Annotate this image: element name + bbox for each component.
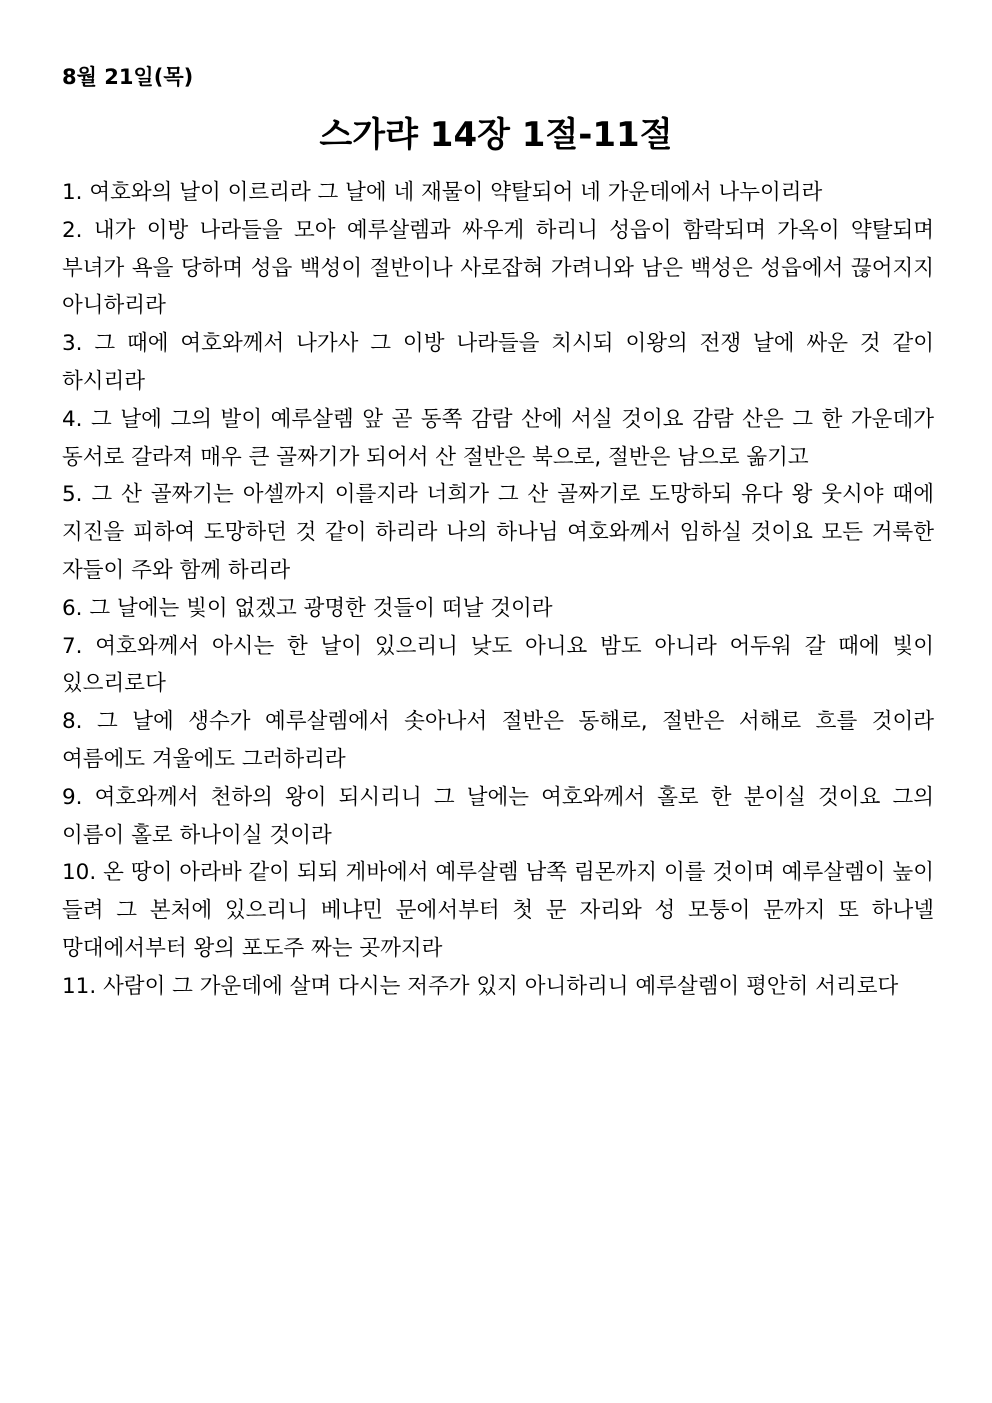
verse-6: 6. 그 날에는 빛이 없겠고 광명한 것들이 떠날 것이라 (62, 595, 553, 621)
verse-7: 7. 여호와께서 아시는 한 날이 있으리니 낮도 아니요 밤도 아니라 어두워 갈 때에 빛이 있으리로다 (62, 633, 934, 697)
verse-5: 5. 그 산 골짜기는 아셀까지 이를지라 너희가 그 산 골짜기로 도망하되 유다 왕 웃시야 때에 지진을 피하여 도망하던 것 같이 하리라 나의 하나님 여호와께서 임하실 것이요 모든 거룩한 자들이 주와 함께 하리라 (62, 482, 934, 583)
date-label: 8월 21일(목) (62, 65, 194, 89)
verse-10: 10. 온 땅이 아라바 같이 되되 게바에서 예루살렘 남쪽 림몬까지 이를 것이며 예루살렘이 높이 들려 그 본처에 있으리니 베냐민 문에서부터 첫 문 자리와 성 모퉁이 문까지 또 하나넬 망대에서부터 왕의 포도주 짜는 곳까지라 (62, 860, 934, 961)
verse-11: 11. 사람이 그 가운데에 살며 다시는 저주가 있지 아니하리니 예루살렘이 평안히 서리로다 (62, 973, 899, 999)
verse-1: 1. 여호와의 날이 이르리라 그 날에 네 재물이 약탈되어 네 가운데에서 나누이리라 (62, 180, 823, 205)
verse-9: 9. 여호와께서 천하의 왕이 되시리니 그 날에는 여호와께서 홀로 한 분이실 것이요 그의 이름이 홀로 하나이실 것이라 (62, 784, 934, 848)
verse-4: 4. 그 날에 그의 발이 예루살렘 앞 곧 동쪽 감람 산에 서실 것이요 감람 산은 그 한 가운데가 동서로 갈라져 매우 큰 골짜기가 되어서 산 절반은 북으로, 절반은 남으로 옮기고 (62, 406, 934, 470)
verse-list (62, 174, 934, 1006)
verse-8: 8. 그 날에 생수가 예루살렘에서 솟아나서 절반은 동해로, 절반은 서해로 흐를 것이라 여름에도 겨울에도 그러하리라 (62, 709, 934, 772)
verse-2: 2. 내가 이방 나라들을 모아 예루살렘과 싸우게 하리니 성읍이 함락되며 가옥이 약탈되며 부녀가 욕을 당하며 성읍 백성이 절반이나 사로잡혀 가려니와 남은 백성은 성읍에서 끊어지지 아니하리라 (62, 217, 934, 319)
verse-3: 3. 그 때에 여호와께서 나가사 그 이방 나라들을 치시되 이왕의 전쟁 날에 싸운 것 같이 하시리라 (62, 331, 934, 394)
page-title: 스가랴 14장 1절-11절 (319, 115, 673, 155)
